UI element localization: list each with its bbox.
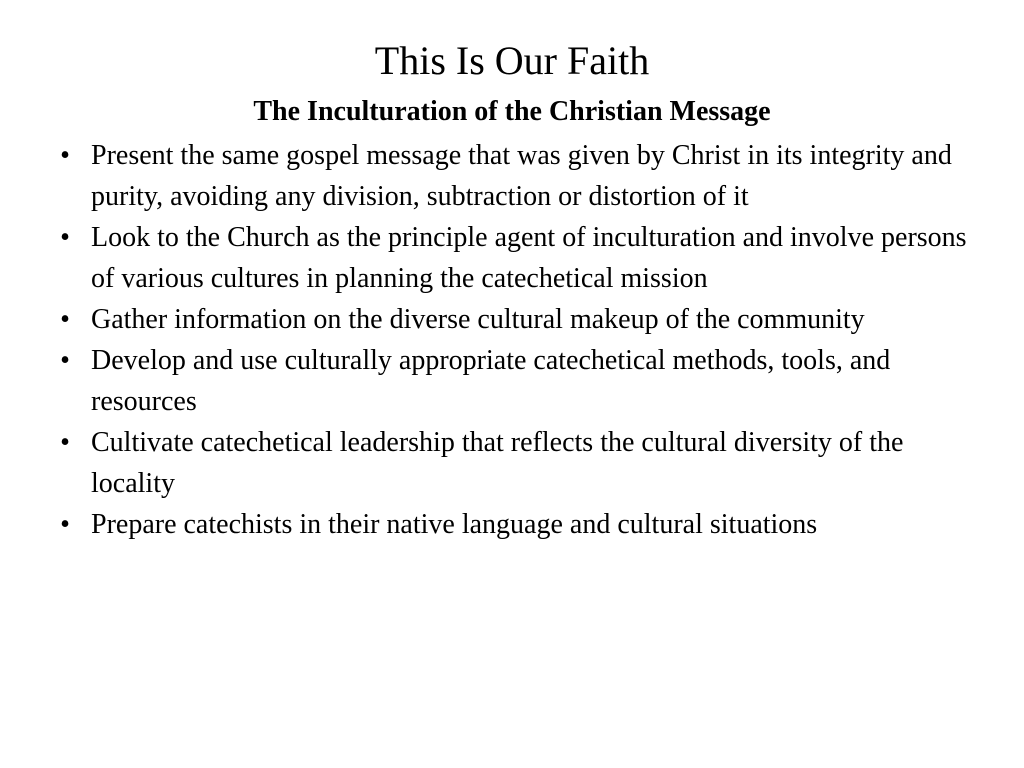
bullet-text: Develop and use culturally appropriate catechetical methods, tools, and resources xyxy=(91,345,891,417)
bullet-text: Look to the Church as the principle agent of inculturation and involve persons of various cultures in planning the catechetical mission xyxy=(91,222,967,294)
bullet-item xyxy=(55,299,975,340)
bullet-item xyxy=(55,217,975,299)
bullet-text: Cultivate catechetical leadership that reflects the cultural diversity of the locality xyxy=(91,427,904,499)
bullet-icon: • xyxy=(60,509,70,540)
bullet-item xyxy=(55,504,975,545)
bullet-text: Prepare catechists in their native language and cultural situations xyxy=(91,509,818,540)
bullet-icon: • xyxy=(60,140,70,171)
bullet-list xyxy=(55,135,975,545)
bullet-icon: • xyxy=(60,427,70,458)
bullet-text: Present the same gospel message that was given by Christ in its integrity and purity, avoiding any division, subtraction or distortion of it xyxy=(91,140,952,212)
bullet-icon: • xyxy=(60,304,70,335)
slide-subtitle: The Inculturation of the Christian Message xyxy=(253,96,771,127)
bullet-icon: • xyxy=(60,345,70,376)
bullet-icon: • xyxy=(60,222,70,253)
slide-title: This Is Our Faith xyxy=(374,38,650,83)
bullet-item xyxy=(55,340,975,422)
bullet-item xyxy=(55,135,975,217)
bullet-item xyxy=(55,422,975,504)
bullet-text: Gather information on the diverse cultural makeup of the community xyxy=(91,304,865,335)
